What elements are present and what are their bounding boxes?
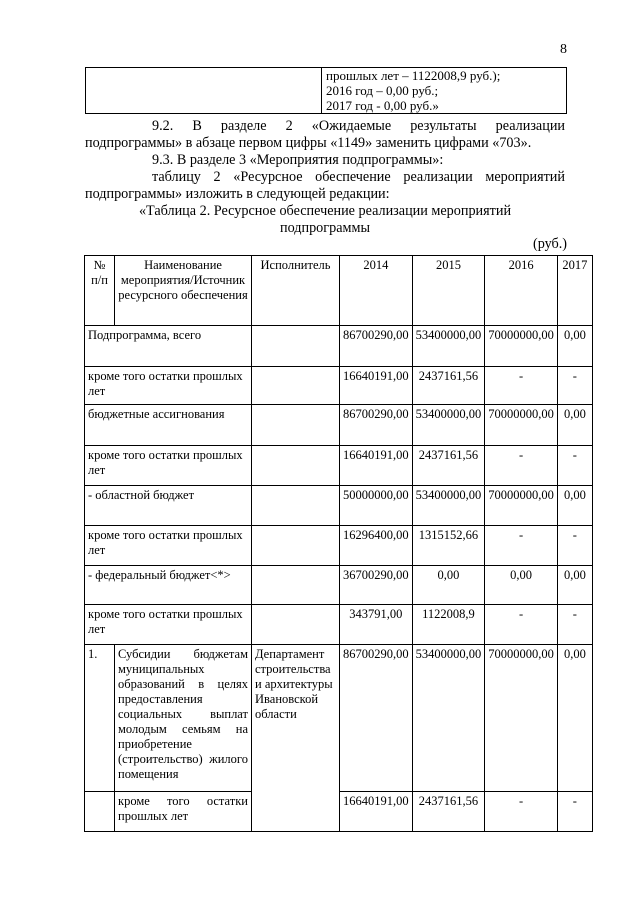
header-2015: 2015	[412, 256, 485, 326]
item-number-empty	[85, 792, 115, 832]
currency-unit: (руб.)	[532, 236, 567, 252]
value-2014: 16640191,00	[340, 792, 413, 832]
table-header-row	[85, 256, 593, 326]
table-row	[85, 405, 593, 446]
row-executor	[252, 526, 340, 566]
value-2014: 16640191,00	[340, 446, 413, 486]
header-2016: 2016	[485, 256, 558, 326]
value-2015: 2437161,56	[412, 792, 485, 832]
paragraph-9-3: 9.3. В разделе 3 «Мероприятия подпрограммы»:	[152, 152, 444, 168]
table-row	[85, 566, 593, 605]
row-label: - федеральный бюджет<*>	[85, 566, 252, 605]
table-row	[85, 446, 593, 486]
value-2017: -	[557, 446, 592, 486]
resource-table	[84, 255, 593, 832]
value-2017: -	[557, 792, 592, 832]
funding-line: 2016 год – 0,00 руб.;	[326, 83, 439, 98]
value-2017: 0,00	[557, 405, 592, 446]
row-executor	[252, 605, 340, 645]
table-row	[85, 326, 593, 367]
row-executor	[252, 405, 340, 446]
table-caption-line2: подпрограммы	[280, 220, 370, 236]
value-2014: 50000000,00	[340, 486, 413, 526]
item-executor: Департамент строительства и архитектуры Ивановской области	[252, 645, 340, 832]
value-2015: 53400000,00	[412, 645, 485, 792]
table-row	[85, 367, 593, 405]
page-number: 8	[560, 42, 567, 57]
value-2014: 343791,00	[340, 605, 413, 645]
value-2014: 86700290,00	[340, 326, 413, 367]
header-executor: Исполнитель	[252, 256, 340, 326]
table-row-item-1	[85, 645, 593, 792]
value-2015: 53400000,00	[412, 486, 485, 526]
item-number: 1.	[85, 645, 115, 792]
row-label: кроме того остатки прошлых лет	[85, 526, 252, 566]
value-2017: -	[557, 526, 592, 566]
paragraph-9-2-line2: подпрограммы» в абзаце первом цифры «1149» заменить цифрами «703».	[85, 135, 532, 151]
value-2016: 70000000,00	[485, 326, 558, 367]
value-2015: 2437161,56	[412, 446, 485, 486]
value-2015: 53400000,00	[412, 405, 485, 446]
value-2016: -	[485, 526, 558, 566]
table2-line1: таблицу 2 «Ресурсное обеспечение реализации мероприятий	[152, 169, 565, 185]
value-2017: -	[557, 367, 592, 405]
value-2016: 0,00	[485, 566, 558, 605]
value-2015: 53400000,00	[412, 326, 485, 367]
table-row	[85, 526, 593, 566]
item-label: Субсидии бюджетам муниципальных образований в целях предоставления социальных выплат молодым семьям на приобретение (строительство) жилого помещения	[115, 645, 252, 792]
table-row	[85, 486, 593, 526]
value-2017: 0,00	[557, 566, 592, 605]
row-label: бюджетные ассигнования	[85, 405, 252, 446]
value-2016: -	[485, 367, 558, 405]
value-2014: 86700290,00	[340, 405, 413, 446]
row-label: кроме того остатки прошлых лет	[85, 367, 252, 405]
header-2017: 2017	[557, 256, 592, 326]
header-num: № п/п	[85, 256, 115, 326]
row-executor	[252, 486, 340, 526]
row-executor	[252, 446, 340, 486]
value-2017: 0,00	[557, 486, 592, 526]
row-executor	[252, 566, 340, 605]
row-executor	[252, 326, 340, 367]
table-caption-line1: «Таблица 2. Ресурсное обеспечение реализации мероприятий	[138, 203, 512, 219]
empty-cell	[86, 68, 322, 114]
value-2014: 16296400,00	[340, 526, 413, 566]
continued-table-fragment	[85, 67, 567, 114]
value-2015: 1315152,66	[412, 526, 485, 566]
value-2016: 70000000,00	[485, 645, 558, 792]
value-2016: 70000000,00	[485, 486, 558, 526]
value-2017: 0,00	[557, 326, 592, 367]
value-2017: 0,00	[557, 645, 592, 792]
value-2015: 1122008,9	[412, 605, 485, 645]
value-2016: -	[485, 792, 558, 832]
header-name: Наименование мероприятия/Источник ресурсного обеспечения	[115, 256, 252, 326]
value-2015: 0,00	[412, 566, 485, 605]
funding-line: прошлых лет – 1122008,9 руб.);	[326, 68, 501, 83]
value-2014: 86700290,00	[340, 645, 413, 792]
paragraph-9-2-line1: 9.2. В разделе 2 «Ожидаемые результаты реализации	[152, 118, 565, 134]
row-label: кроме того остатки прошлых лет	[85, 446, 252, 486]
funding-line: 2017 год - 0,00 руб.»	[326, 98, 439, 113]
table2-line2: подпрограммы» изложить в следующей редакции:	[85, 186, 390, 202]
header-2014: 2014	[340, 256, 413, 326]
row-label: кроме того остатки прошлых лет	[85, 605, 252, 645]
funding-text-cell	[322, 68, 567, 114]
row-label: Подпрограмма, всего	[85, 326, 252, 367]
value-2014: 36700290,00	[340, 566, 413, 605]
value-2016: -	[485, 605, 558, 645]
row-executor	[252, 367, 340, 405]
value-2015: 2437161,56	[412, 367, 485, 405]
value-2017: -	[557, 605, 592, 645]
table-row	[85, 605, 593, 645]
value-2016: -	[485, 446, 558, 486]
row-label: кроме того остатки прошлых лет	[115, 792, 252, 832]
row-label: - областной бюджет	[85, 486, 252, 526]
value-2016: 70000000,00	[485, 405, 558, 446]
value-2014: 16640191,00	[340, 367, 413, 405]
